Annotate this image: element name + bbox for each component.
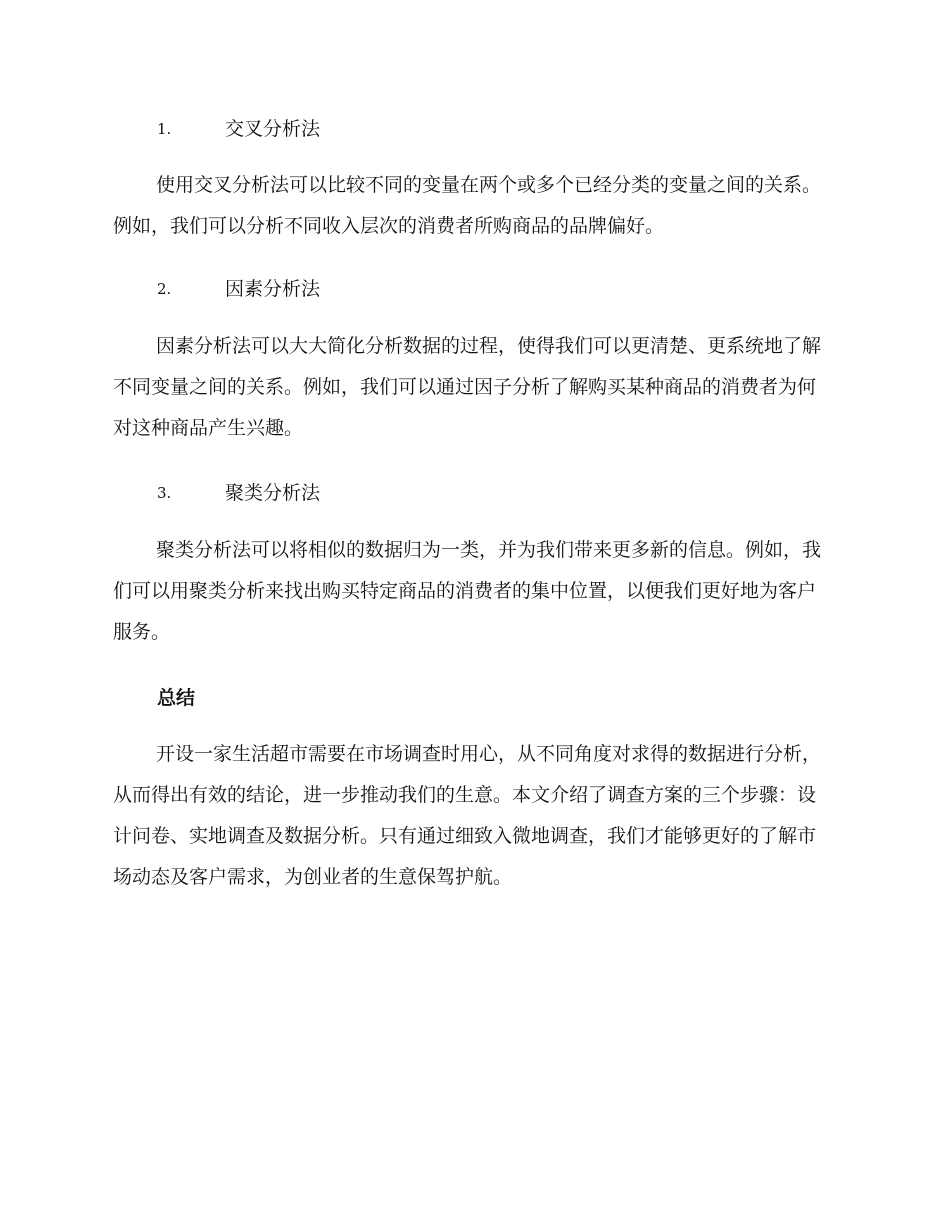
list-title-1: 交叉分析法 xyxy=(225,118,321,140)
list-title-2: 因素分析法 xyxy=(225,278,321,300)
summary-heading: 总结 xyxy=(157,687,196,709)
list-title-3: 聚类分析法 xyxy=(225,482,321,504)
list-heading-3 xyxy=(157,480,320,506)
list-number-1: 1. xyxy=(157,120,172,138)
list-heading-2 xyxy=(157,276,320,302)
summary-paragraph: 开设一家生活超市需要在市场调查时用心，从不同角度对求得的数据进行分析，从而得出有效的结论，进一步推动我们的生意。本文介绍了调查方案的三个步骤：设计问卷、实地调查及数据分析。只有通过细致入微地调查，我们才能够更好的了解市场动态及客户需求，为创业者的生意保驾护航。 xyxy=(113,743,822,888)
list-heading-1 xyxy=(157,116,320,142)
list-number-2: 2. xyxy=(157,280,172,298)
paragraph-1: 使用交叉分析法可以比较不同的变量在两个或多个已经分类的变量之间的关系。例如，我们可以分析不同收入层次的消费者所购商品的品牌偏好。 xyxy=(113,174,822,237)
list-number-3: 3. xyxy=(157,484,172,502)
paragraph-2: 因素分析法可以大大简化分析数据的过程，使得我们可以更清楚、更系统地了解不同变量之间的关系。例如，我们可以通过因子分析了解购买某种商品的消费者为何对这种商品产生兴趣。 xyxy=(113,335,822,439)
paragraph-3: 聚类分析法可以将相似的数据归为一类，并为我们带来更多新的信息。例如，我们可以用聚类分析来找出购买特定商品的消费者的集中位置，以便我们更好地为客户服务。 xyxy=(113,539,822,643)
